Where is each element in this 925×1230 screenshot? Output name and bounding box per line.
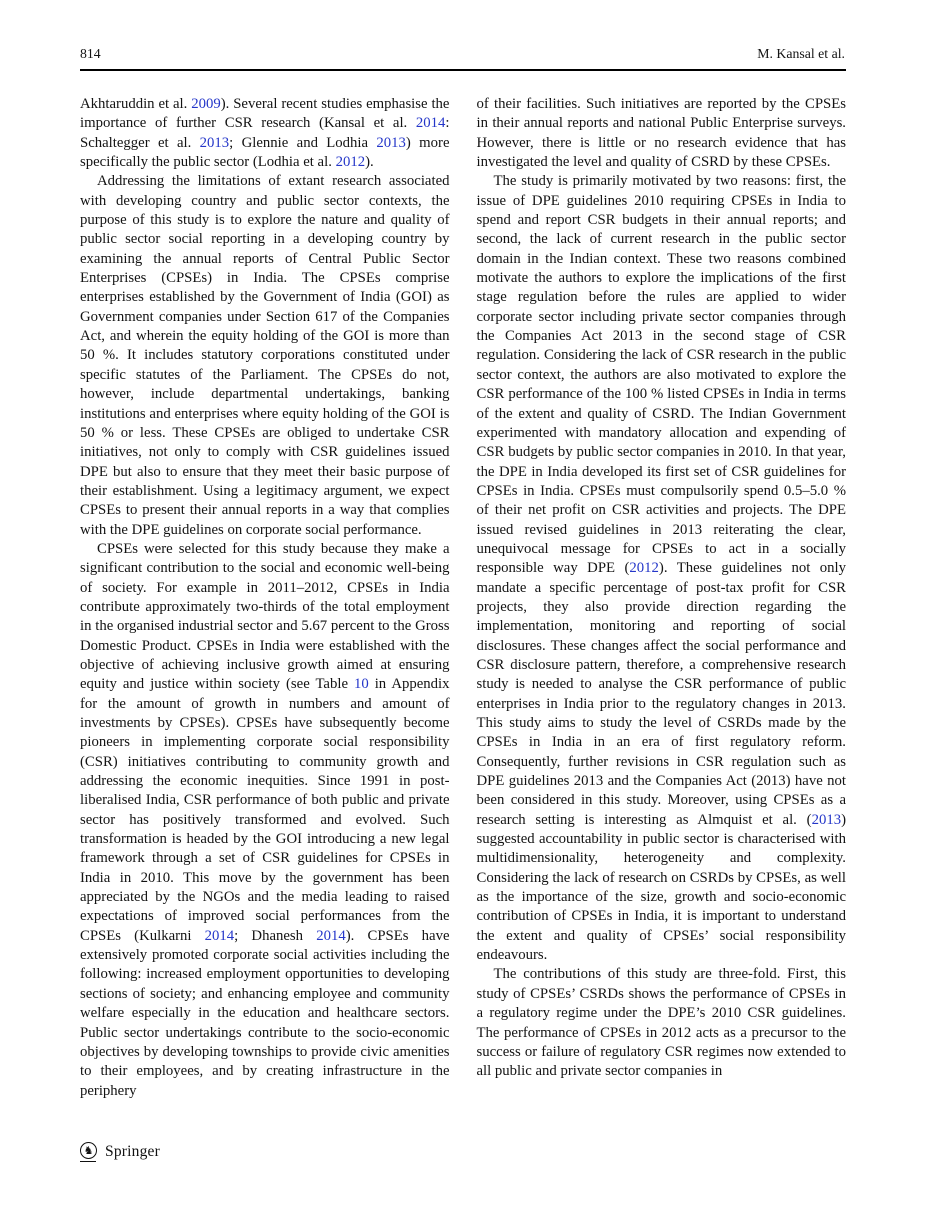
- right-column: [477, 95, 847, 1101]
- paragraph: [477, 172, 847, 965]
- page-content: [80, 46, 846, 1101]
- text-run: ) more specifically the public sector (Lodhia et al.: [80, 134, 450, 171]
- paragraph: [80, 540, 450, 1101]
- text-run: ) suggested accountability in public sector is characterised with multidimensionality, heterogeneity and complexity. Considering the lack of research on CSRDs by CPSEs, as well as the importance of the size, growth and socio-economic contribution of CPSEs in India, it is important to understand the extent and quality of CPSEs’ social responsibility endeavours.: [476, 811, 846, 964]
- paragraph: [80, 95, 450, 172]
- left-column: [80, 95, 450, 1101]
- citation-link[interactable]: 2013: [811, 811, 842, 828]
- text-run: Addressing the limitations of extant research associated with developing country and public sector contexts, the purpose of this study is to explore the nature and quality of public sector social reporting in a developing country by examining the annual reports of Central Public Sector Enterprises (CPSEs) in India. The CPSEs comprise enterprises established by the Government of India (GOI) as Government companies under Section 617 of the Companies Act, and wherein the equity holding of the GOI is more than 50 %. It includes statutory corporations constituted under specific statutes of the Parliament. The CPSEs do not, however, include departmental undertakings, banking institutions and enterprises where equity holding of the GOI is 50 % or less. These CPSEs are obliged to undertake CSR initiatives, not only to comply with CSR guidelines issued DPE but also to ensure that they meet their basic purpose of their establishment. Using a legitimacy argument, we expect CPSEs to present their annual reports in a way that complies with the DPE guidelines on corporate social performance.: [80, 173, 450, 538]
- springer-logo-underline: [80, 1161, 96, 1162]
- paragraph: [80, 172, 450, 540]
- citation-link[interactable]: 10: [353, 676, 369, 693]
- text-run: ). CPSEs have extensively promoted corporate social activities including the following: increased employment opportunities to developing sections of society; and enhancing employee and community welfare especially in the education and healthcare sectors. Public sector undertakings contribute to the socio-economic objectives by developing townships to provide civic amenities to their employees, and by creating infrastructure in the periphery: [80, 927, 450, 1099]
- text-run: ). Several recent studies emphasise the importance of further CSR research (Kansal et al.: [80, 96, 450, 132]
- running-head: [80, 46, 846, 69]
- citation-link[interactable]: 2012: [335, 154, 366, 171]
- citation-link[interactable]: 2013: [199, 134, 230, 151]
- text-run: ; Glennie and Lodhia: [229, 134, 377, 151]
- text-run: of their facilities. Such initiatives are reported by the CPSEs in their annual reports and national Public Enterprise surveys. However, there is little or no research evidence that has investigated the level and quality of CSRD by these CPSEs.: [476, 96, 846, 171]
- citation-link[interactable]: 2013: [376, 134, 406, 151]
- paragraph: [477, 965, 847, 1081]
- running-title: M. Kansal et al.: [757, 46, 845, 61]
- paragraph: [477, 95, 847, 172]
- knight-icon: ♞: [80, 1142, 97, 1159]
- text-run: ). These guidelines not only mandate a specific percentage of post-tax profit for CSR projects, they also provide direction regarding the implementation, monitoring and reporting of social disclosures. These changes affect the social performance and CSR disclosure pattern, therefore, a comprehensive research study is needed to analyse the CSR performance of public enterprises in India prior to the regulatory changes in 2013. This study aims to study the level of CSRDs made by the CPSEs in India in an era of first regulatory reform. Consequently, further revisions in CSR regulation such as DPE guidelines 2013 and the Companies Act (2013) have not been considered in this study. Moreover, using CPSEs as a research setting is interesting as Almquist et al. (: [476, 560, 846, 828]
- text-run: in Appendix for the amount of growth in numbers and amount of investments by CPSEs). CPSEs have subsequently become pioneers in implementing corporate social responsibility (CSR) initiatives contributing to community growth and addressing the economic inequities. Since 1991 in post-liberalised India, CSR performance of both public and private sector has positively transformed and evolved. Such transformation is headed by the GOI introducing a new legal framework through a set of CSR guidelines for CPSEs in India in 2010. This move by the government has been appreciated by the NGOs and the media leading to raised expectations of improved social performances from the CPSEs (Kulkarni: [80, 676, 450, 944]
- publisher-name: Springer: [105, 1143, 160, 1160]
- text-run: The contributions of this study are three-fold. First, this study of CPSEs’ CSRDs shows the performance of CPSEs in a regulatory regime under the DPE’s 2010 CSR guidelines. The performance of CPSEs in 2012 acts as a precursor to the success or failure of regulatory CSR regimes now extended to all public and private sector companies in: [476, 966, 846, 1080]
- citation-link[interactable]: 2014: [316, 927, 346, 944]
- two-column-body: [80, 95, 846, 1101]
- springer-logo-icon: [80, 1142, 98, 1164]
- text-run: : Schaltegger et al.: [80, 115, 450, 151]
- text-run: The study is primarily motivated by two reasons: first, the issue of DPE guidelines 2010 requiring CPSEs in India to spend and report CSR budgets in their annual reports; and second, the lack of current research in the public sector domain in the Indian context. These two reasons combined motivate the authors to explore the implications of the first stage regulation before the rules are applied to wider corporate sector including private sector companies through the Companies Act 2013 in the second stage of CSR regulation. Considering the lack of CSR research in the public sector context, the authors are also motivated to explore the CSR performance of the 100 % listed CPSEs in India in terms of the extent and quality of CSRD. The Indian Government experimented with mandatory allocation and expending of CSR budgets by public sector companies in 2010. In that year, the DPE in India developed its first set of CSR guidelines for CPSEs in India. CPSEs must compulsorily spend 0.5–5.0 % of their net profit on CSR activities and projects. The DPE issued revised guidelines in 2013 reiterating the clear, unequivocal message for CPSEs to act in a socially responsible way DPE (: [476, 173, 846, 577]
- citation-link[interactable]: 2009: [191, 96, 221, 112]
- text-run: ).: [365, 154, 374, 171]
- citation-link[interactable]: 2014: [204, 927, 235, 944]
- text-run: CPSEs were selected for this study because they make a significant contribution to the social and economic well-being of society. For example in 2011–2012, CPSEs in India contribute approximately two-thirds of the total employment in the organised industrial sector and 5.67 percent to the Gross Domestic Product. CPSEs in India were established with the objective of achieving inclusive growth aimed at ensuring equity and justice within society (see Table: [80, 540, 450, 693]
- page-number: 814: [80, 46, 101, 61]
- text-run: ; Dhanesh: [234, 927, 317, 944]
- citation-link[interactable]: 2014: [415, 115, 446, 132]
- citation-link[interactable]: 2012: [629, 560, 659, 577]
- footer: [80, 1142, 160, 1164]
- text-run: Akhtaruddin et al.: [80, 96, 192, 112]
- header-rule: [80, 69, 846, 71]
